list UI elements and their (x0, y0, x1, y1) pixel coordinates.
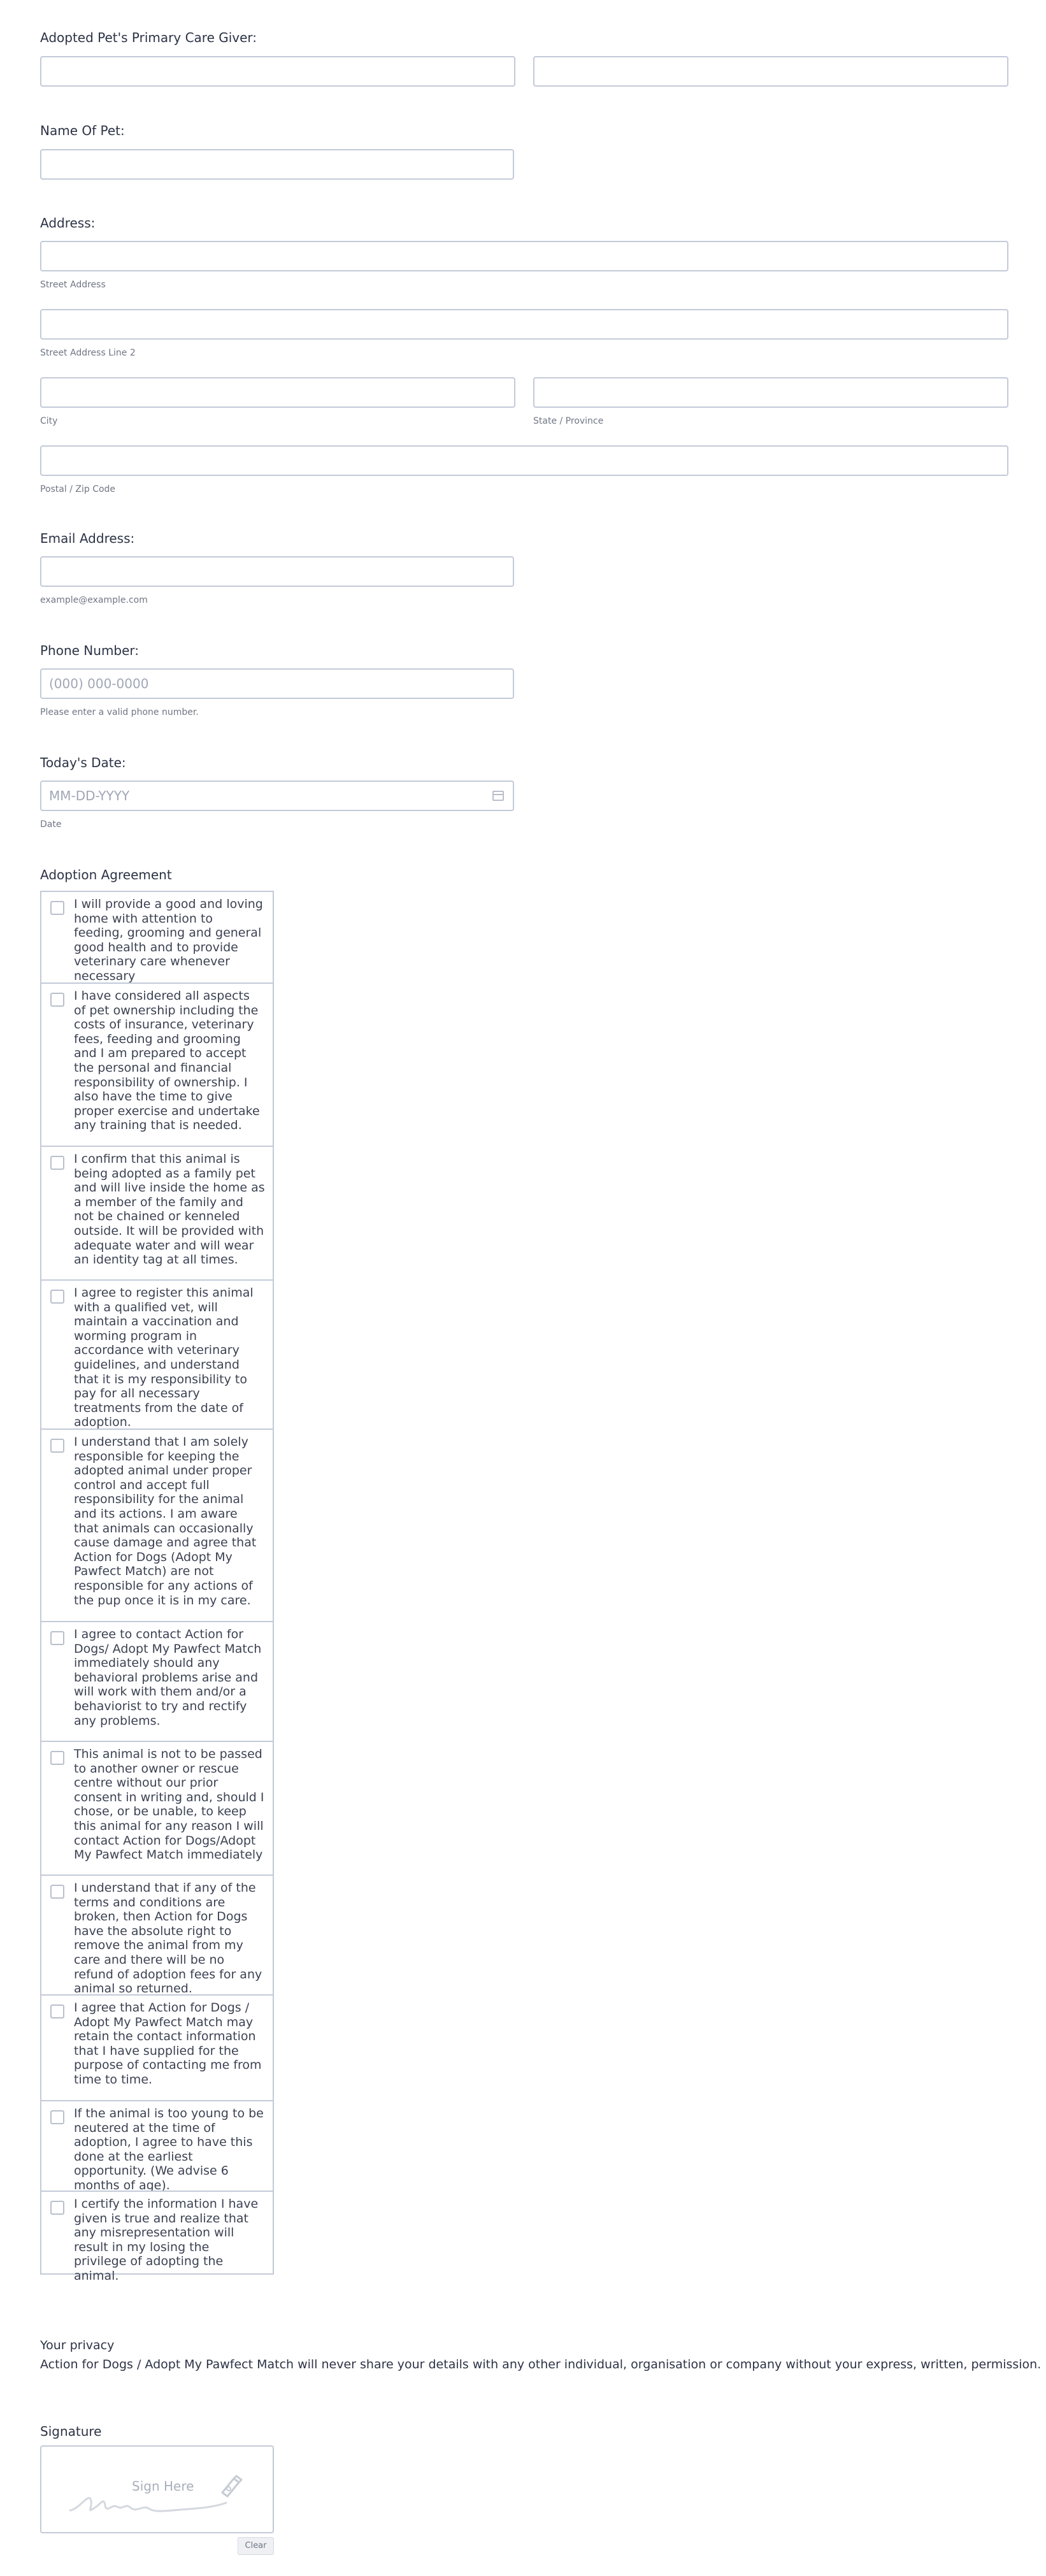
pet-name-label: Name Of Pet: (40, 123, 125, 138)
agreement-checkbox[interactable] (50, 1751, 64, 1765)
agreement-checkbox[interactable] (50, 1631, 64, 1645)
address-label: Address: (40, 215, 96, 231)
agreement-item-text: I agree to register this animal with a qualified vet, will maintain a vaccination and worming program in accordance with veterinary guidelines, and understand that it is my responsibility to pay for all necessary treatments from the date of adoption. (74, 1286, 254, 1430)
city-input[interactable] (40, 377, 515, 408)
postal-code-input[interactable] (40, 445, 1008, 476)
agreement-checkbox[interactable] (50, 2004, 64, 2018)
street-address-input[interactable] (40, 241, 1008, 271)
pet-name-input[interactable] (40, 149, 514, 180)
agreement-item-text: I agree to contact Action for Dogs/ Adopt My Pawfect Match immediately should any behavioral problems arise and will work with them and/or a behaviorist to try and rectify any problems. (74, 1627, 262, 1728)
agreement-checkbox[interactable] (50, 2201, 64, 2215)
agreement-checkbox[interactable] (50, 901, 64, 915)
phone-sublabel: Please enter a valid phone number. (40, 707, 199, 717)
agreement-checkbox[interactable] (50, 1156, 64, 1170)
email-input[interactable] (40, 556, 514, 587)
agreement-item-text: I understand that I am solely responsible for keeping the adopted animal under proper control and accept full responsibility for the animal and its actions. I am aware that animals can occasionally cause damage and agree that Action for Dogs (Adopt My Pawfect Match) are not responsible for any actions of the pup once it is in my care. (74, 1435, 257, 1608)
date-sublabel: Date (40, 819, 62, 830)
agreement-item[interactable] (41, 1428, 273, 1621)
state-province-input[interactable] (533, 377, 1008, 408)
agreement-label: Adoption Agreement (40, 867, 172, 882)
caregiver-first-name-input[interactable] (40, 56, 515, 87)
agreement-item-text: I understand that if any of the terms and conditions are broken, then Action for Dogs have the absolute right to remove the animal from my care and there will be no refund of adoption fees for any animal so returned. (74, 1881, 262, 1996)
agreement-item-text: If the animal is too young to be neutered at the time of adoption, I agree to have this done at the earliest opportunity. (We advise 6 months of age). (74, 2106, 264, 2192)
agreement-checkbox[interactable] (50, 1439, 64, 1453)
date-input[interactable] (40, 781, 514, 811)
postal-code-sublabel: Postal / Zip Code (40, 484, 116, 494)
agreement-item[interactable] (41, 1741, 273, 1874)
privacy-title: Your privacy (40, 2338, 115, 2352)
caregiver-last-name-input[interactable] (533, 56, 1008, 87)
street-address-line2-sublabel: Street Address Line 2 (40, 348, 136, 358)
signature-hint: Sign Here (132, 2479, 194, 2494)
privacy-text: Action for Dogs / Adopt My Pawfect Match will never share your details with any other individual, organisation or company without your express, written, permission. (40, 2357, 1042, 2371)
calendar-icon[interactable] (492, 791, 504, 801)
date-label: Today's Date: (40, 755, 126, 770)
agreement-item-text: I confirm that this animal is being adopted as a family pet and will live inside the home as a member of the family and not be chained or kenneled outside. It will be provided with adequate water and will wear an identity tag at all times. (74, 1152, 265, 1267)
signature-label: Signature (40, 2424, 102, 2439)
pen-icon (219, 2473, 244, 2498)
agreement-item[interactable] (41, 1279, 273, 1428)
phone-label: Phone Number: (40, 643, 140, 658)
agreement-item[interactable] (41, 1146, 273, 1279)
agreement-checklist (40, 891, 274, 2283)
date-placeholder: MM-DD-YYYY (49, 788, 130, 803)
agreement-checkbox[interactable] (50, 993, 64, 1007)
city-sublabel: City (40, 416, 58, 426)
agreement-item-text: I will provide a good and loving home with attention to feeding, grooming and general good health and to provide veterinary care whenever necessary (74, 897, 263, 983)
signature-pad[interactable] (40, 2445, 274, 2533)
agreement-checkbox[interactable] (50, 2110, 64, 2124)
state-province-sublabel: State / Province (533, 416, 604, 426)
caregiver-label: Adopted Pet's Primary Care Giver: (40, 30, 257, 45)
agreement-checkbox[interactable] (50, 1885, 64, 1899)
agreement-item[interactable] (41, 982, 273, 1146)
email-label: Email Address: (40, 531, 135, 546)
email-sublabel: example@example.com (40, 595, 148, 605)
agreement-item-text: I agree that Action for Dogs / Adopt My Pawfect Match may retain the contact information that I have supplied for the purpose of contacting me from time to time. (74, 2001, 262, 2087)
street-address-sublabel: Street Address (40, 280, 106, 290)
agreement-item-text: I certify the information I have given is true and realize that any misrepresentation will result in my losing the privilege of adopting the animal. (74, 2197, 259, 2283)
agreement-item[interactable] (41, 1621, 273, 1741)
phone-input[interactable] (40, 668, 514, 699)
agreement-item[interactable] (41, 892, 273, 982)
agreement-item-text: This animal is not to be passed to another owner or rescue centre without our prior consent in writing and, should I chose, or be unable, to keep this animal for any reason I will contact Action for Dogs/Adopt My Pawfect Match immediately (74, 1747, 264, 1862)
agreement-item[interactable] (41, 1874, 273, 1994)
clear-signature-button[interactable]: Clear (238, 2537, 274, 2555)
agreement-item[interactable] (41, 2100, 273, 2191)
agreement-item[interactable] (41, 1994, 273, 2100)
street-address-line2-input[interactable] (40, 309, 1008, 340)
agreement-item[interactable] (41, 2191, 273, 2283)
agreement-checkbox[interactable] (50, 1290, 64, 1304)
agreement-item-text: I have considered all aspects of pet ownership including the costs of insurance, veterinary fees, feeding and grooming and I am prepared to accept the personal and financial responsibility of ownership. I also have the time to give proper exercise and undertake any training that is needed. (74, 989, 260, 1133)
phone-placeholder: (000) 000-0000 (49, 676, 149, 691)
